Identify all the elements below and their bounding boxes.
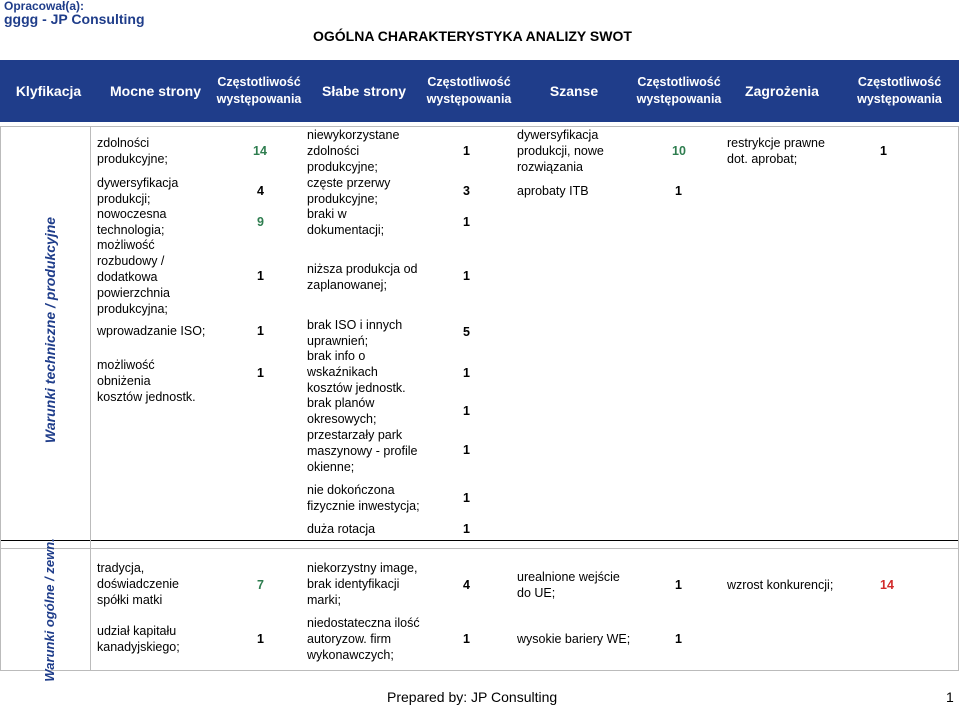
weakness-frequency: 5 [463,325,470,339]
header-slabe-strony: Słabe strony [304,60,424,122]
strength-item: tradycja, doświadczenie spółki matki [97,561,179,607]
strength-item: wprowadzanie ISO; [97,324,206,338]
strength-item: możliwość obniżenia kosztów jednostk. [97,358,196,404]
weakness-frequency: 4 [463,578,470,592]
strength-frequency: 1 [257,324,264,338]
header-szanse: Szanse [514,60,634,122]
weakness-frequency: 1 [463,366,470,380]
strength-item: możliwość rozbudowy / dodatkowa powierzchnia produkcyjna; [97,238,170,316]
weakness-frequency: 1 [463,522,470,536]
divider [0,670,959,671]
header-zagrozenia: Zagrożenia [724,60,840,122]
author: gggg - JP Consulting [4,11,145,27]
strength-frequency: 7 [257,578,264,592]
opportunity-frequency: 10 [672,144,686,158]
weakness-frequency: 1 [463,144,470,158]
section-label-general: Warunki ogólne / zewn. [42,538,57,682]
weakness-frequency: 1 [463,491,470,505]
weakness-item: częste przerwy produkcyjne; [307,176,391,206]
opportunity-item: urealnione wejście do UE; [517,570,620,600]
section-label-technical: Warunki techniczne / produkcyjne [42,216,58,444]
footer-page-number: 1 [946,689,954,705]
strength-frequency: 1 [257,366,264,380]
threat-item: restrykcje prawne dot. aprobat; [727,136,825,166]
weakness-item: niekorzystny image, brak identyfikacji marki; [307,561,418,607]
header-frequency-1: Częstotliwość występowania [214,60,304,122]
weakness-frequency: 1 [463,215,470,229]
strength-frequency: 9 [257,215,264,229]
weakness-item: niedostateczna ilość autoryzow. firm wykonawczych; [307,616,420,662]
header-frequency-4: Częstotliwość występowania [840,60,959,122]
weakness-item: niewykorzystane zdolności produkcyjne; [307,128,400,174]
opportunity-item: dywersyfikacja produkcji, nowe rozwiązania [517,128,604,174]
weakness-frequency: 1 [463,404,470,418]
weakness-item: braki w dokumentacji; [307,207,385,237]
header-frequency-2: Częstotliwość występowania [424,60,514,122]
header-klasyfikacja: Klyfikacja [0,60,97,122]
threat-frequency: 14 [880,578,894,592]
weakness-frequency: 1 [463,443,470,457]
weakness-item: niższa produkcja od zaplanowanej; [307,262,418,292]
weakness-frequency: 1 [463,632,470,646]
threat-frequency: 1 [880,144,887,158]
prepared-label: Opracował(a): [4,0,85,13]
divider [0,126,959,127]
footer-prepared: Prepared by: JP Consulting [387,689,558,705]
divider [0,540,959,541]
opportunity-item: aprobaty ITB [517,184,589,198]
strength-item: udział kapitału kanadyjskiego; [97,624,180,654]
strength-item: zdolności produkcyjne; [97,136,168,166]
strength-frequency: 1 [257,632,264,646]
weakness-item: przestarzały park maszynowy - profile okienne; [307,428,418,474]
divider [0,548,959,549]
strength-item: dywersyfikacja produkcji; [97,176,179,206]
strength-frequency: 4 [257,184,264,198]
threat-item: wzrost konkurencji; [727,578,834,592]
divider [90,126,91,670]
weakness-frequency: 1 [463,269,470,283]
weakness-item: duża rotacja [307,522,376,536]
opportunity-frequency: 1 [675,632,682,646]
weakness-item: brak info o wskaźnikach kosztów jednostk. [307,349,406,395]
weakness-item: brak ISO i innych uprawnień; [307,318,403,348]
weakness-item: nie dokończona fizycznie inwestycja; [307,483,420,513]
page-title: OGÓLNA CHARAKTERYSTYKA ANALIZY SWOT [313,28,632,44]
strength-item: nowoczesna technologia; [97,207,167,237]
weakness-frequency: 3 [463,184,470,198]
header-frequency-3: Częstotliwość występowania [634,60,724,122]
strength-frequency: 1 [257,269,264,283]
weakness-item: brak planów okresowych; [307,396,377,426]
opportunity-frequency: 1 [675,184,682,198]
header-mocne-strony: Mocne strony [97,60,214,122]
strength-frequency: 14 [253,144,267,158]
divider [0,126,1,670]
opportunity-frequency: 1 [675,578,682,592]
opportunity-item: wysokie bariery WE; [517,632,631,646]
